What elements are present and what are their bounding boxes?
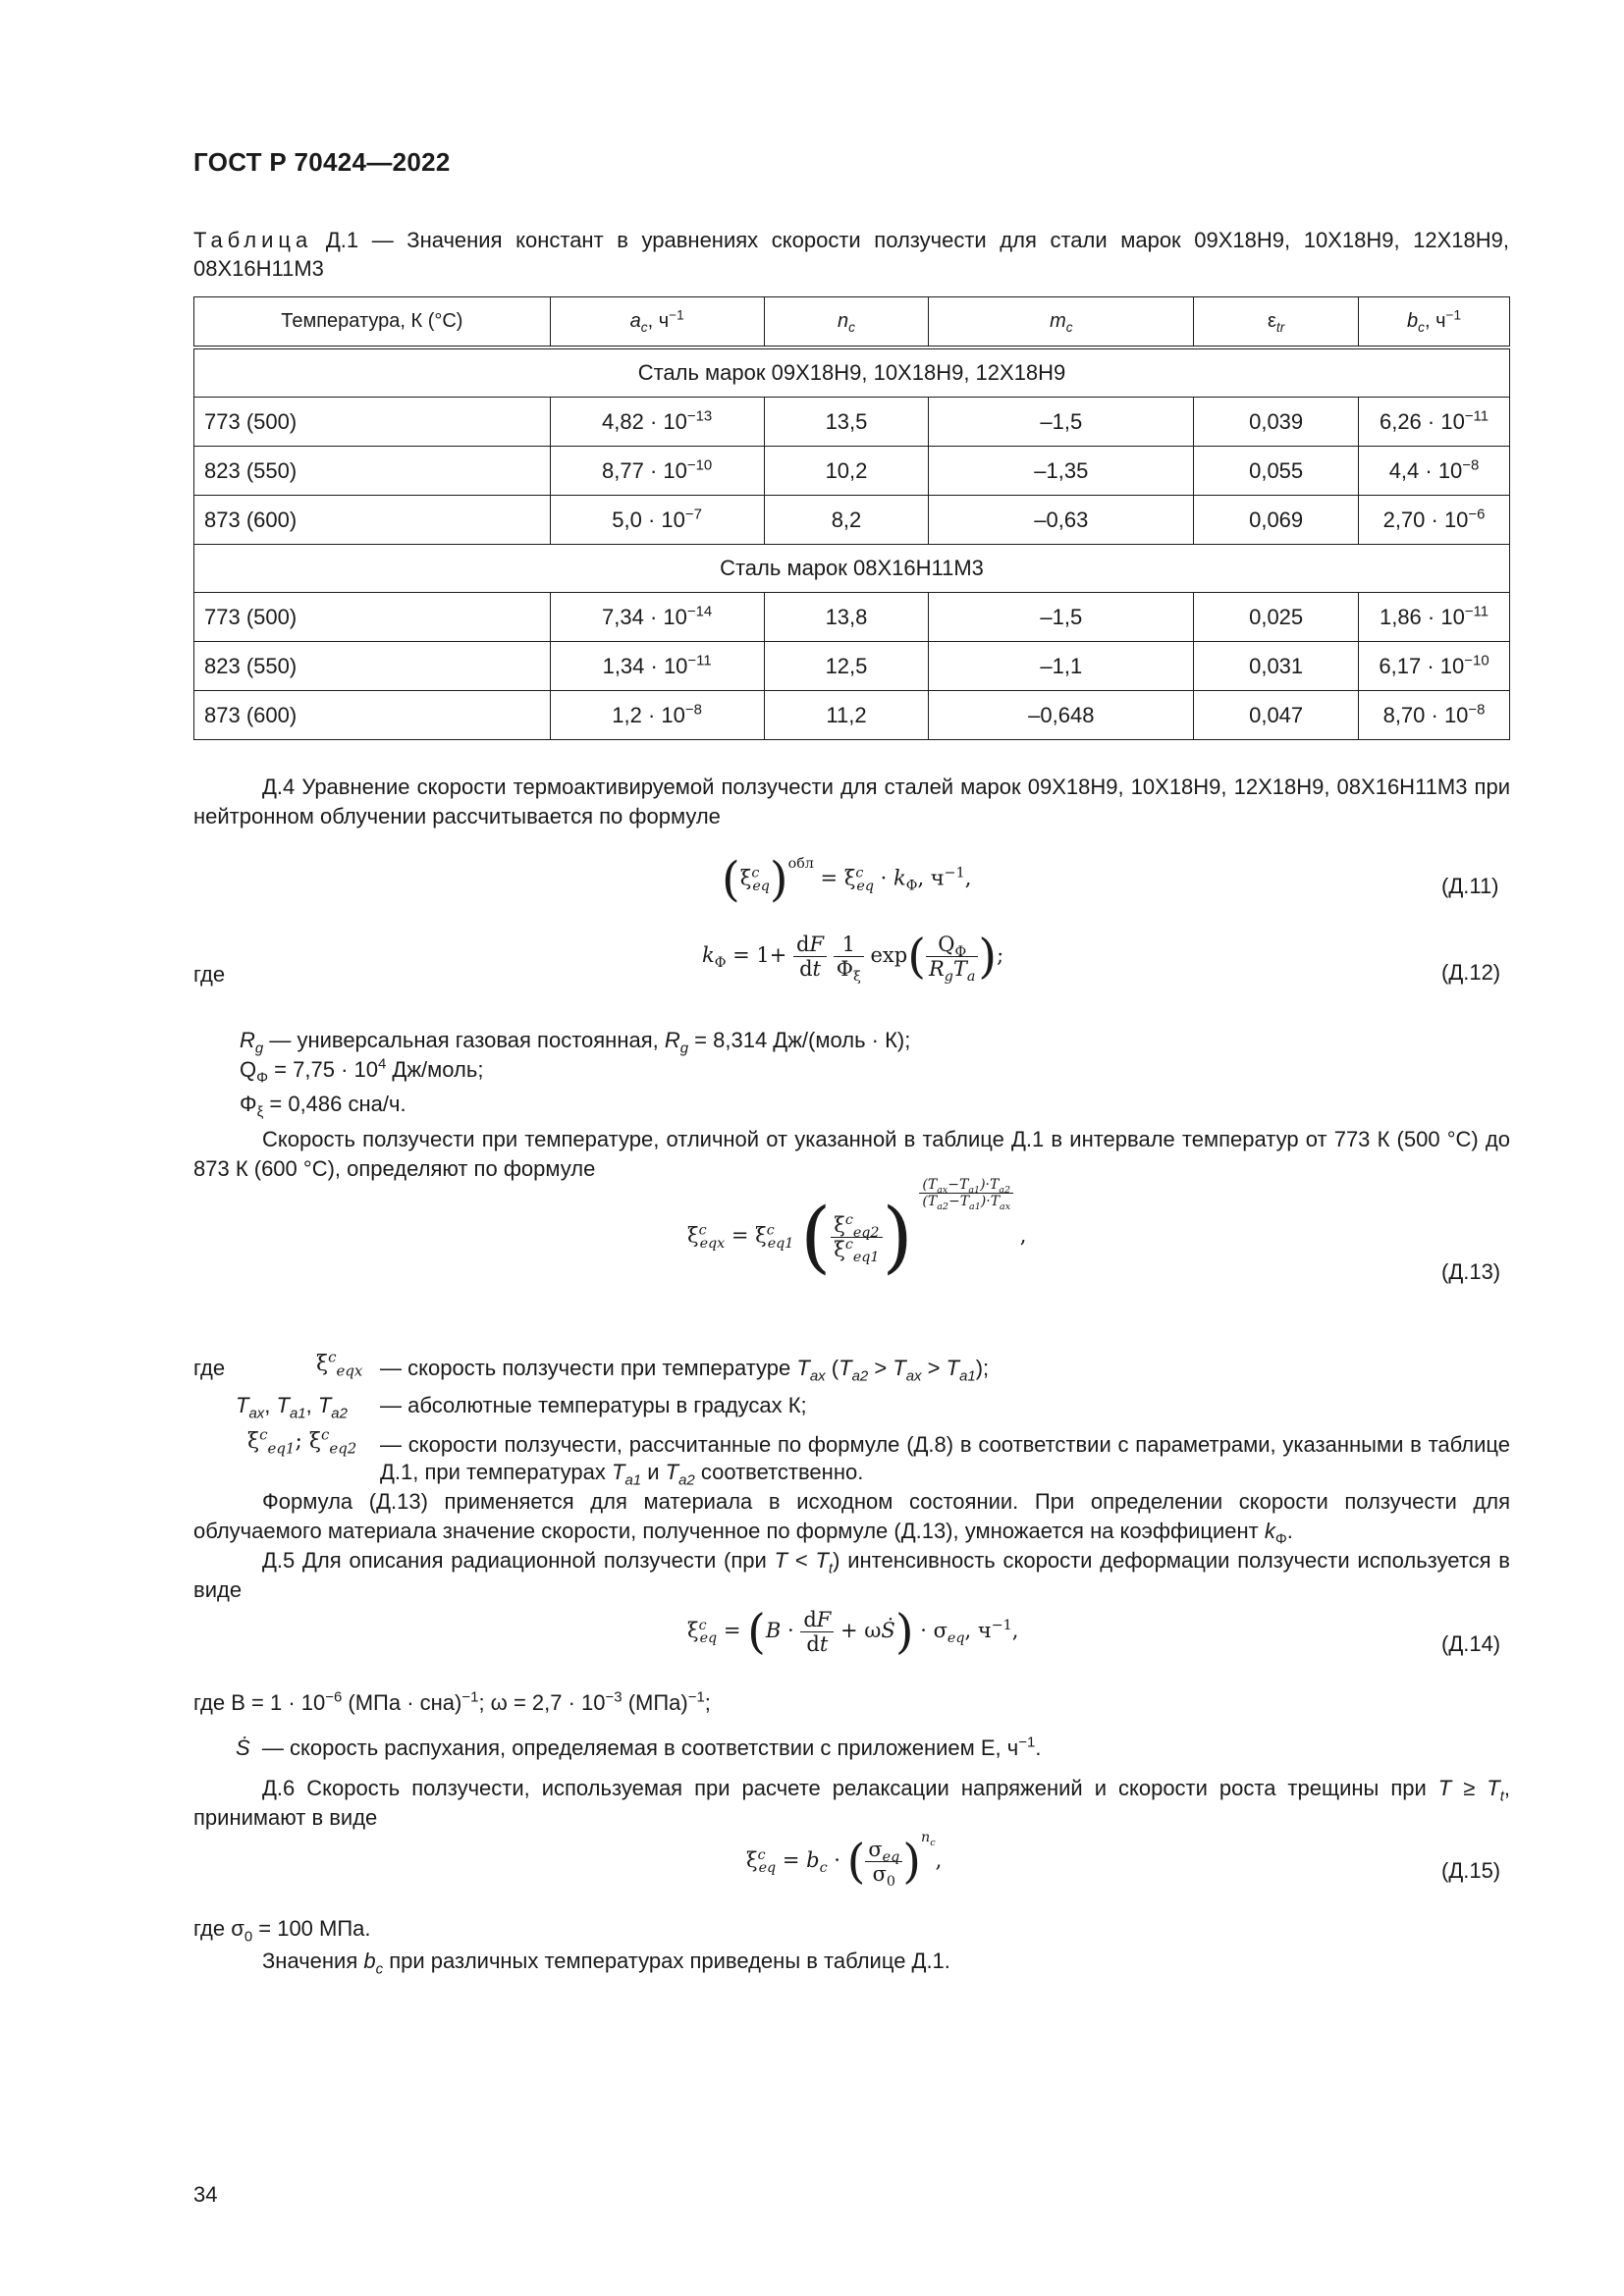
- paragraph-d4: Д.4 Уравнение скорости термоактивируемой ползучести для сталей марок 09Х18Н9, 10Х18Н9, 12Х18Н9, 08Х16Н11М3 при нейтронном облучении рассчитывается по формуле: [193, 774, 1510, 828]
- table-row: 823 (550) $1,34 \cdot 10^{-11}$ 12,5 –1,1 0,031 $6,17 \cdot 10^{-10}$: [194, 642, 1510, 691]
- where-label-2: где: [193, 1356, 226, 1380]
- table-row: 873 (600) $5,0 \cdot 10^{-7}$ 8,2 –0,63 0,069 $2,70 \cdot 10^{-6}$: [194, 496, 1510, 545]
- bc-note: Значения $b_c$ при различных температурах приведены в таблице Д.1.: [262, 1949, 950, 1978]
- definition-rg: $R_g$ — универсальная газовая постоянная, $R_g = 8,314$ Дж/(моль · К);: [240, 1028, 911, 1057]
- table-caption-label: Таблица: [193, 228, 313, 252]
- table-row: 773 (500) $4,82 \cdot 10^{-13}$ 13,5 –1,5 0,039 $6,26 \cdot 10^{-11}$: [194, 398, 1510, 447]
- constants-table: [193, 296, 1510, 740]
- col-a-c: $a_c$, $ч^{-1}$: [550, 297, 764, 348]
- definition-q: $Q_\Phi = 7,75 \cdot 10^4$ Дж/моль;: [240, 1055, 484, 1087]
- equation-d15: $\xi^c_{eq} = b_c$ · ( $\frac{\sigma_{eq}}{\sigma_0}$ )$^{n_c}$,: [746, 1830, 943, 1891]
- col-b-c: $b_c$, $ч^{-1}$: [1359, 297, 1510, 348]
- paragraph-d5: Д.5 Для описания радиационной ползучести (при $T < T_t$) интенсивность скорости деформации ползучести используется в виде: [193, 1548, 1510, 1602]
- symbol-xi-eqx: $\xi^c_{eqx}$: [316, 1348, 363, 1380]
- equation-d12-number: (Д.12): [1441, 960, 1501, 985]
- symbol-temperatures: $T_{ax}$, $T_{a1}$, $T_{a2}$: [236, 1393, 348, 1422]
- sigma0-line: где $\sigma_0 = 100$ МПа.: [193, 1916, 371, 1946]
- equation-d15-number: (Д.15): [1441, 1858, 1501, 1883]
- where-label-1: где: [193, 962, 226, 987]
- section-steel-1: Сталь марок 09Х18Н9, 10Х18Н9, 12Х18Н9: [194, 347, 1510, 398]
- table-header-row: [194, 297, 1510, 348]
- table-row: 873 (600) $1,2 \cdot 10^{-8}$ 11,2 –0,648 0,047 $8,70 \cdot 10^{-8}$: [194, 691, 1510, 740]
- symbol-xi-eq12: $\xi^c_{eq1}$; $\xi^c_{eq2}$: [247, 1425, 357, 1458]
- definition-xi-eqx: — скорость ползучести при температуре $T_{ax}$ $(T_{a2} > T_{ax} > T_{a1})$;: [380, 1356, 990, 1385]
- table-row: 823 (550) $8,77 \cdot 10^{-10}$ 10,2 –1,35 0,055 $4,4 \cdot 10^{-8}$: [194, 447, 1510, 496]
- paragraph-interpolation: Скорость ползучести при температуре, отличной от указанной в таблице Д.1 в интервале температур от 773 К (500 °С) до 873 К (600 °С), определяют по формуле: [193, 1127, 1510, 1181]
- definition-xi-eq12: — скорости ползучести, рассчитанные по формуле (Д.8) в соответствии с параметрами, указанными в таблице Д.1, при температурах $T_{a1}$ и $T_{a2}$ соответственно.: [380, 1432, 1510, 1489]
- section-steel-2: Сталь марок 08Х16Н11М3: [194, 545, 1510, 593]
- definition-swelling: Ṡ — скорость распухания, определяемая в соответствии с приложением Е, $ч^{-1}$.: [236, 1734, 1042, 1760]
- equation-d13-number: (Д.13): [1441, 1259, 1501, 1284]
- col-n-c: $n_c$: [764, 297, 929, 348]
- definition-phi: $\Phi_\xi = 0,486$ сна/ч.: [240, 1092, 406, 1121]
- equation-d11: $(\xi^c_{eq})^{обл} = \xi^c_{eq} \cdot k_\Phi$, $ч^{-1}$,: [722, 852, 972, 907]
- table-row: 773 (500) $7,34 \cdot 10^{-14}$ 13,8 –1,5 0,025 $1,86 \cdot 10^{-11}$: [194, 593, 1510, 642]
- document-header: ГОСТ Р 70424—2022: [193, 147, 451, 177]
- equation-d14-number: (Д.14): [1441, 1631, 1501, 1656]
- equation-d14: $\xi^c_{eq} = (B$ · $\frac{dF}{dt}$ + ωṠ) · $\sigma_{eq}$, $ч^{-1}$,: [687, 1604, 1019, 1660]
- constants-b-omega: где $B = 1 \cdot 10^{-6}$ (МПа · сна)$^{-1}$; $\omega = 2,7 \cdot 10^{-3}$ (МПа)$^{-1}$;: [193, 1688, 711, 1715]
- equation-d11-number: (Д.11): [1441, 874, 1499, 898]
- table-caption-text: Д.1 — Значения констант в уравнениях скорости ползучести для стали марок 09Х18Н9, 10Х18Н9, 12Х18Н9, 08Х16Н11М3: [193, 228, 1509, 281]
- paragraph-formula-note: Формула (Д.13) применяется для материала в исходном состоянии. При определении скорости ползучести для облучаемого материала значение скорости, полученное по формуле (Д.13), умножается на коэффициент $k_\Phi$.: [193, 1489, 1510, 1548]
- col-temperature: Температура, К (°С): [194, 297, 551, 348]
- col-eps-tr: $\varepsilon_{tr}$: [1194, 297, 1359, 348]
- equation-d13: $\xi^c_{eqx} = \xi^c_{eq1}$ ( $\frac{\xi^c_{eq2}}{\xi^c_{eq1}}$ ) $\frac{(T_{ax}-T_{a1})\cdot T_{a2}}{(T_{a2}-T_{a1})\cdot T_{ax}}$ ,: [687, 1176, 1027, 1282]
- page-number: 34: [193, 2182, 218, 2207]
- equation-d12: $k_\Phi = 1+$ $\frac{dF}{dt}$ $\frac{1}{\Phi_\xi}$ exp( $\frac{Q_\Phi}{R_gT_a}$ );: [702, 929, 1004, 986]
- paragraph-d6: Д.6 Скорость ползучести, используемая при расчете релаксации напряжений и скорости роста трещины при $T \ge T_t$, принимают в виде: [193, 1776, 1510, 1830]
- col-m-c: $m_c$: [929, 297, 1194, 348]
- table-caption: [193, 226, 1509, 283]
- definition-temperatures: — абсолютные температуры в градусах К;: [380, 1393, 807, 1417]
